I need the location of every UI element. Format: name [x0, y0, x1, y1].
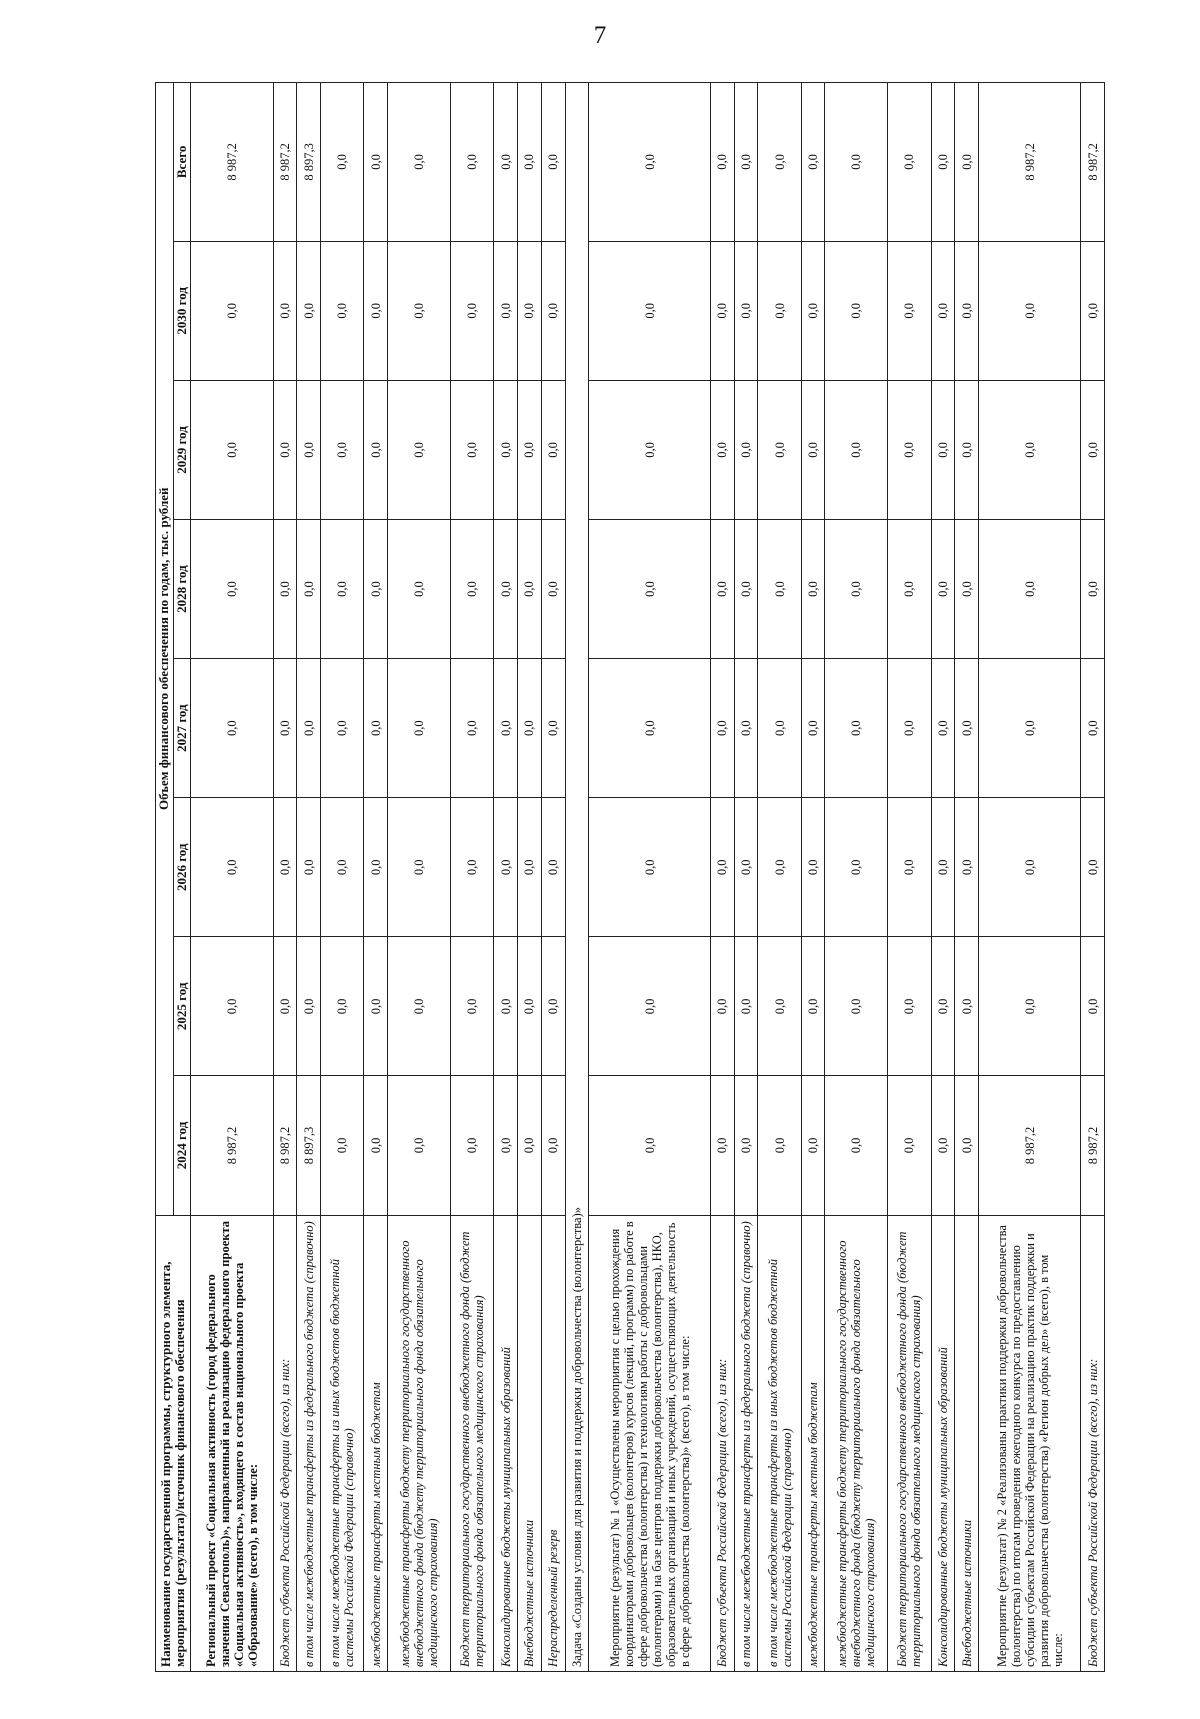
cell-value: 0,0	[494, 380, 518, 519]
cell-value: 0,0	[450, 937, 493, 1076]
table-row	[321, 83, 364, 1672]
cell-value: 0,0	[710, 1076, 734, 1215]
cell-value: 0,0	[931, 380, 955, 519]
cell-value: 0,0	[710, 659, 734, 798]
row-label: Внебюджетные источники	[518, 1215, 542, 1671]
cell-value: 0,0	[273, 519, 297, 658]
cell-value: 0,0	[518, 241, 542, 380]
table-row	[1081, 83, 1105, 1672]
cell-value: 0,0	[589, 241, 711, 380]
cell-value: 0,0	[710, 519, 734, 658]
cell-value: 0,0	[321, 241, 364, 380]
table-row	[589, 83, 711, 1672]
row-label: Мероприятие (результат) № 1 «Осуществлены мероприятия с целью прохождения координаторами добровольцев (волонтеров) курсов (лекций, программ) по работе в сфере добровольчества (волонтерства) и технологиям работы с добровольцами (волонтерами) на базе центров поддержки добровольчества (волонтерства), НКО, образовательных организаций и иных учреждений, осуществляющих деятельность в сфере добровольчества (волонтерства)» (всего), в том числе:	[589, 1215, 711, 1671]
cell-value: 0,0	[734, 241, 758, 380]
table-row	[518, 83, 542, 1672]
cell-value: 0,0	[450, 1076, 493, 1215]
cell-value: 0,0	[888, 519, 931, 658]
table-row	[297, 83, 321, 1672]
cell-value: 0,0	[541, 241, 565, 380]
cell-total: 0,0	[710, 83, 734, 242]
cell-value: 0,0	[541, 798, 565, 937]
cell-value: 0,0	[979, 937, 1081, 1076]
column-header-year: 2024 год	[173, 1076, 191, 1215]
cell-value: 0,0	[191, 798, 273, 937]
cell-value: 0,0	[297, 380, 321, 519]
cell-value: 0,0	[518, 659, 542, 798]
cell-value: 0,0	[191, 380, 273, 519]
row-label: Бюджет территориального государственного внебюджетного фонда (бюджет территориального фонда обязательного медицинского страхования)	[450, 1215, 493, 1671]
cell-value: 0,0	[494, 798, 518, 937]
cell-value: 0,0	[321, 798, 364, 937]
cell-value: 0,0	[931, 241, 955, 380]
cell-value: 0,0	[388, 798, 451, 937]
table-row	[931, 83, 955, 1672]
cell-value: 0,0	[758, 519, 801, 658]
cell-total: 0,0	[388, 83, 451, 242]
row-label: Внебюджетные источники	[955, 1215, 979, 1671]
cell-value: 0,0	[388, 1076, 451, 1215]
cell-value: 0,0	[1081, 798, 1105, 937]
cell-value: 0,0	[801, 659, 825, 798]
cell-total: 8 987,2	[273, 83, 297, 242]
cell-value: 0,0	[1081, 937, 1105, 1076]
cell-value: 0,0	[191, 241, 273, 380]
cell-total: 8 987,2	[1081, 83, 1105, 242]
cell-value: 0,0	[734, 380, 758, 519]
cell-value: 8 987,2	[273, 1076, 297, 1215]
cell-value: 0,0	[825, 241, 888, 380]
table-row	[979, 83, 1081, 1672]
cell-value: 0,0	[801, 1076, 825, 1215]
cell-value: 0,0	[297, 798, 321, 937]
cell-value: 0,0	[388, 937, 451, 1076]
cell-value: 0,0	[955, 380, 979, 519]
cell-value: 0,0	[931, 659, 955, 798]
cell-value: 0,0	[273, 380, 297, 519]
cell-value: 0,0	[979, 380, 1081, 519]
cell-value: 0,0	[518, 798, 542, 937]
cell-value: 0,0	[589, 798, 711, 937]
cell-value: 0,0	[710, 380, 734, 519]
row-label: Бюджет субъекта Российской Федерации (всего), из них:	[710, 1215, 734, 1671]
cell-value: 0,0	[758, 1076, 801, 1215]
cell-value: 0,0	[364, 380, 388, 519]
cell-value: 0,0	[931, 519, 955, 658]
cell-value: 0,0	[273, 241, 297, 380]
cell-value: 0,0	[450, 380, 493, 519]
column-header-year: 2027 год	[173, 659, 191, 798]
cell-total: 8 897,3	[297, 83, 321, 242]
cell-value: 0,0	[888, 380, 931, 519]
cell-value: 0,0	[734, 798, 758, 937]
cell-value: 0,0	[364, 798, 388, 937]
cell-value: 0,0	[541, 519, 565, 658]
cell-total: 0,0	[888, 83, 931, 242]
column-header-year: 2030 год	[173, 241, 191, 380]
column-header-year: 2029 год	[173, 380, 191, 519]
row-label: Бюджет территориального государственного внебюджетного фонда (бюджет территориального фонда обязательного медицинского страхования)	[888, 1215, 931, 1671]
cell-value: 0,0	[931, 937, 955, 1076]
cell-value: 0,0	[364, 241, 388, 380]
table-row	[364, 83, 388, 1672]
cell-value: 0,0	[518, 937, 542, 1076]
row-label: в том числе межбюджетные трансферты из иных бюджетов бюджетной системы Российской Федерации (справочно)	[321, 1215, 364, 1671]
cell-value: 0,0	[931, 1076, 955, 1215]
cell-value: 8 987,2	[979, 1076, 1081, 1215]
cell-value: 0,0	[388, 241, 451, 380]
cell-value: 0,0	[955, 1076, 979, 1215]
cell-total: 0,0	[758, 83, 801, 242]
cell-value: 0,0	[518, 519, 542, 658]
cell-value: 0,0	[758, 380, 801, 519]
cell-value: 0,0	[450, 241, 493, 380]
cell-value: 0,0	[710, 241, 734, 380]
cell-value: 0,0	[734, 659, 758, 798]
table-row	[955, 83, 979, 1672]
cell-value: 0,0	[801, 380, 825, 519]
cell-value: 0,0	[494, 659, 518, 798]
cell-value: 0,0	[825, 1076, 888, 1215]
cell-value: 0,0	[888, 241, 931, 380]
cell-value: 0,0	[825, 380, 888, 519]
cell-value: 0,0	[388, 519, 451, 658]
cell-value: 0,0	[955, 659, 979, 798]
cell-total: 0,0	[321, 83, 364, 242]
cell-value: 8 987,2	[191, 1076, 273, 1215]
column-header-name: Наименование государственной программы, структурного элемента, мероприятия (результата)/источник финансового обеспечения	[156, 1215, 191, 1671]
cell-total: 0,0	[518, 83, 542, 242]
cell-value: 0,0	[388, 380, 451, 519]
row-label: Региональный проект «Социальная активность (город федерального значения Севастополь)», направленный на реализацию федерального проекта «Социальная активность», входящего в состав национального проекта «Образование» (всего), в том числе:	[191, 1215, 273, 1671]
cell-value: 0,0	[979, 519, 1081, 658]
table-row	[388, 83, 451, 1672]
cell-total: 0,0	[494, 83, 518, 242]
cell-value: 0,0	[955, 519, 979, 658]
cell-value: 0,0	[888, 937, 931, 1076]
cell-value: 0,0	[801, 519, 825, 658]
table-row	[888, 83, 931, 1672]
cell-value: 0,0	[321, 519, 364, 658]
cell-value: 0,0	[734, 937, 758, 1076]
cell-value: 0,0	[191, 937, 273, 1076]
cell-total: 0,0	[450, 83, 493, 242]
column-header-year: 2028 год	[173, 519, 191, 658]
cell-value: 0,0	[191, 659, 273, 798]
cell-value: 0,0	[1081, 519, 1105, 658]
cell-value: 0,0	[297, 659, 321, 798]
cell-value: 0,0	[273, 659, 297, 798]
cell-value: 0,0	[589, 659, 711, 798]
row-label: Мероприятие (результат) № 2 «Реализованы практики поддержки добровольчества (волонтерства) по итогам проведения ежегодного конкурса по предоставлению субсидии субъектам Российской Федерации на реализацию практик поддержки и развития добровольчества (волонтерства) «Регион добрых дел» (всего), в том числе:	[979, 1215, 1081, 1671]
cell-value: 0,0	[297, 241, 321, 380]
table-row	[801, 83, 825, 1672]
cell-total: 0,0	[825, 83, 888, 242]
cell-value: 0,0	[450, 519, 493, 658]
cell-value: 0,0	[364, 1076, 388, 1215]
cell-value: 0,0	[888, 798, 931, 937]
cell-value: 0,0	[494, 241, 518, 380]
row-label: Бюджет субъекта Российской Федерации (всего), из них:	[273, 1215, 297, 1671]
table-row	[450, 83, 493, 1672]
cell-value: 0,0	[1081, 241, 1105, 380]
cell-total: 8 987,2	[979, 83, 1081, 242]
row-label: в том числе межбюджетные трансферты из иных бюджетов бюджетной системы Российской Федерации (справочно)	[758, 1215, 801, 1671]
cell-value: 0,0	[931, 798, 955, 937]
budget-table	[155, 82, 1105, 1672]
cell-total: 0,0	[541, 83, 565, 242]
cell-value: 0,0	[494, 1076, 518, 1215]
row-label: Задача «Созданы условия для развития и поддержки добровольчества (волонтерства)»	[565, 83, 589, 1672]
table-row	[273, 83, 297, 1672]
page-number: 7	[593, 22, 607, 49]
cell-value: 0,0	[321, 1076, 364, 1215]
cell-value: 0,0	[1081, 659, 1105, 798]
cell-value: 0,0	[321, 380, 364, 519]
cell-value: 0,0	[758, 241, 801, 380]
cell-value: 0,0	[541, 380, 565, 519]
cell-value: 0,0	[734, 519, 758, 658]
cell-total: 0,0	[734, 83, 758, 242]
cell-value: 0,0	[494, 937, 518, 1076]
table-row	[734, 83, 758, 1672]
table-row	[565, 83, 589, 1672]
row-label: межбюджетные трансферты местным бюджетам	[801, 1215, 825, 1671]
cell-value: 0,0	[589, 937, 711, 1076]
cell-value: 0,0	[364, 659, 388, 798]
cell-value: 0,0	[273, 798, 297, 937]
cell-value: 0,0	[979, 659, 1081, 798]
cell-value: 0,0	[979, 798, 1081, 937]
cell-total: 0,0	[801, 83, 825, 242]
row-label: Бюджет субъекта Российской Федерации (всего), из них:	[1081, 1215, 1105, 1671]
cell-value: 0,0	[825, 659, 888, 798]
cell-value: 8 897,3	[297, 1076, 321, 1215]
cell-total: 0,0	[931, 83, 955, 242]
row-label: межбюджетные трансферты бюджету территориального государственного внебюджетного фонда (бюджету территориального фонда обязательного медицинского страхования)	[825, 1215, 888, 1671]
cell-value: 0,0	[825, 937, 888, 1076]
cell-value: 0,0	[273, 937, 297, 1076]
cell-value: 0,0	[758, 798, 801, 937]
cell-value: 0,0	[825, 519, 888, 658]
cell-value: 0,0	[450, 659, 493, 798]
cell-value: 0,0	[825, 798, 888, 937]
cell-value: 0,0	[710, 798, 734, 937]
cell-value: 0,0	[297, 519, 321, 658]
cell-value: 0,0	[364, 519, 388, 658]
cell-value: 0,0	[710, 937, 734, 1076]
row-label: в том числе межбюджетные трансферты из федерального бюджета (справочно)	[734, 1215, 758, 1671]
cell-value: 0,0	[321, 659, 364, 798]
row-label: Консолидированные бюджеты муниципальных образований	[931, 1215, 955, 1671]
cell-value: 0,0	[888, 659, 931, 798]
cell-total: 8 987,2	[191, 83, 273, 242]
cell-value: 0,0	[801, 241, 825, 380]
cell-value: 0,0	[888, 1076, 931, 1215]
table-row	[710, 83, 734, 1672]
cell-value: 0,0	[494, 519, 518, 658]
row-label: межбюджетные трансферты местным бюджетам	[364, 1215, 388, 1671]
cell-value: 0,0	[364, 937, 388, 1076]
column-header-group: Объем финансового обеспечения по годам, тыс. рублей	[156, 83, 174, 1216]
cell-value: 0,0	[321, 937, 364, 1076]
cell-total: 0,0	[364, 83, 388, 242]
cell-value: 0,0	[450, 798, 493, 937]
cell-value: 0,0	[589, 1076, 711, 1215]
cell-value: 0,0	[541, 1076, 565, 1215]
row-label: Консолидированные бюджеты муниципальных образований	[494, 1215, 518, 1671]
cell-value: 8 987,2	[1081, 1076, 1105, 1215]
table-row	[191, 83, 273, 1672]
rotated-table-container	[155, 82, 1105, 1672]
column-header-total: Всего	[173, 83, 191, 242]
cell-value: 0,0	[541, 659, 565, 798]
cell-value: 0,0	[801, 798, 825, 937]
table-row	[541, 83, 565, 1672]
cell-value: 0,0	[955, 798, 979, 937]
cell-value: 0,0	[801, 937, 825, 1076]
column-header-year: 2026 год	[173, 798, 191, 937]
cell-value: 0,0	[518, 1076, 542, 1215]
cell-total: 0,0	[589, 83, 711, 242]
cell-value: 0,0	[388, 659, 451, 798]
column-header-year: 2025 год	[173, 937, 191, 1076]
cell-value: 0,0	[1081, 380, 1105, 519]
cell-total: 0,0	[955, 83, 979, 242]
cell-value: 0,0	[734, 1076, 758, 1215]
table-row	[758, 83, 801, 1672]
cell-value: 0,0	[589, 519, 711, 658]
cell-value: 0,0	[758, 659, 801, 798]
cell-value: 0,0	[758, 937, 801, 1076]
cell-value: 0,0	[518, 380, 542, 519]
table-row	[825, 83, 888, 1672]
cell-value: 0,0	[297, 937, 321, 1076]
table-header-row-group	[156, 83, 174, 1672]
cell-value: 0,0	[955, 241, 979, 380]
cell-value: 0,0	[589, 380, 711, 519]
row-label: Нераспределенный резерв	[541, 1215, 565, 1671]
cell-value: 0,0	[541, 937, 565, 1076]
row-label: в том числе межбюджетные трансферты из федерального бюджета (справочно)	[297, 1215, 321, 1671]
cell-value: 0,0	[979, 241, 1081, 380]
row-label: межбюджетные трансферты бюджету территориального государственного внебюджетного фонда (бюджету территориального фонда обязательного медицинского страхования)	[388, 1215, 451, 1671]
cell-value: 0,0	[955, 937, 979, 1076]
table-row	[494, 83, 518, 1672]
cell-value: 0,0	[191, 519, 273, 658]
table-body	[191, 83, 1105, 1672]
